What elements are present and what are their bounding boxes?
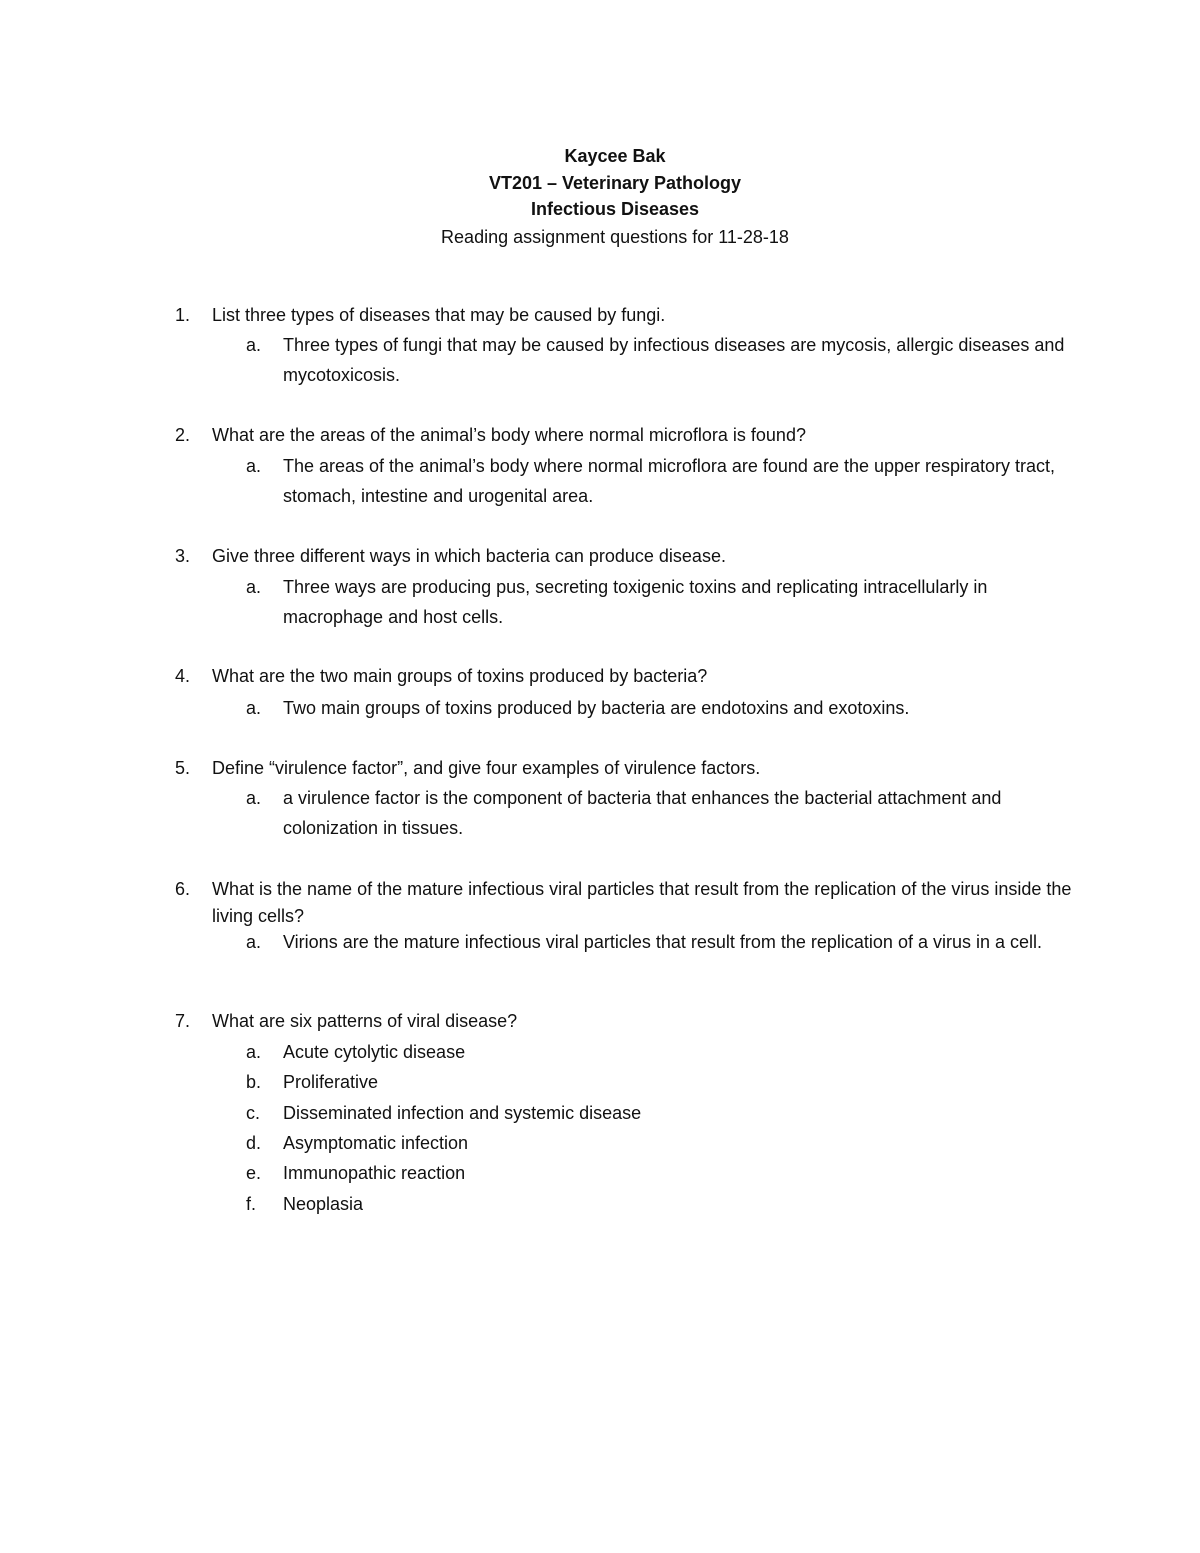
question-number: 6. bbox=[175, 879, 191, 899]
answer-text: Virions are the mature infectious viral particles that result from the replication of a virus in a cell. bbox=[283, 932, 1043, 952]
answer-text: Neoplasia bbox=[283, 1194, 364, 1214]
answer-text: The areas of the animal’s body where normal microflora are found are the upper respiratory tract, stomach, intestine and urogenital area. bbox=[283, 456, 1056, 506]
answer-text: Three ways are producing pus, secreting toxigenic toxins and replicating intracellularly in macrophage and host cells. bbox=[283, 577, 988, 627]
answer-text: a virulence factor is the component of bacteria that enhances the bacterial attachment and colonization in tissues. bbox=[283, 788, 1002, 838]
answer-letter: a. bbox=[246, 456, 262, 476]
answer-letter: c. bbox=[246, 1103, 261, 1123]
answer-letter: f. bbox=[246, 1194, 257, 1214]
answer-text: Acute cytolytic disease bbox=[283, 1042, 466, 1062]
course-title: VT201 – Veterinary Pathology bbox=[488, 172, 742, 193]
answer-letter: b. bbox=[246, 1072, 262, 1092]
answer-letter: a. bbox=[246, 788, 262, 808]
answer-letter: a. bbox=[246, 932, 262, 952]
answer-text: Proliferative bbox=[283, 1072, 379, 1092]
answer-text: Asymptomatic infection bbox=[283, 1133, 469, 1153]
author-name: Kaycee Bak bbox=[564, 146, 666, 166]
answer-letter: a. bbox=[246, 335, 262, 355]
answer-letter: a. bbox=[246, 698, 262, 718]
question-text: Define “virulence factor”, and give four examples of virulence factors. bbox=[212, 758, 761, 778]
question-text: Give three different ways in which bacteria can produce disease. bbox=[212, 546, 726, 566]
answer-letter: d. bbox=[246, 1133, 262, 1153]
answer-text: Disseminated infection and systemic disease bbox=[283, 1103, 642, 1123]
question-number: 7. bbox=[175, 1011, 191, 1031]
document-header bbox=[0, 143, 1200, 250]
question-text: What is the name of the mature infectious viral particles that result from the replication of the virus inside the living cells? bbox=[212, 879, 1072, 926]
answer-text: Three types of fungi that may be caused by infectious diseases are mycosis, allergic diseases and mycotoxicosis. bbox=[283, 335, 1065, 385]
question-text: What are the two main groups of toxins produced by bacteria? bbox=[212, 666, 708, 686]
question-number: 3. bbox=[175, 546, 191, 566]
assignment-subtitle: Reading assignment questions for 11-28-18 bbox=[441, 226, 789, 247]
question-text: What are six patterns of viral disease? bbox=[212, 1011, 518, 1031]
question-text: List three types of diseases that may be caused by fungi. bbox=[212, 305, 666, 325]
question-number: 1. bbox=[175, 305, 191, 325]
question-number: 5. bbox=[175, 758, 191, 778]
answer-letter: e. bbox=[246, 1163, 262, 1183]
question-number: 4. bbox=[175, 666, 191, 686]
answer-text: Two main groups of toxins produced by bacteria are endotoxins and exotoxins. bbox=[283, 698, 910, 718]
question-text: What are the areas of the animal’s body where normal microflora is found? bbox=[212, 425, 806, 445]
answer-text: Immunopathic reaction bbox=[283, 1163, 466, 1183]
question-number: 2. bbox=[175, 425, 191, 445]
answer-letter: a. bbox=[246, 577, 262, 597]
topic-title: Infectious Diseases bbox=[530, 199, 700, 219]
answer-letter: a. bbox=[246, 1042, 262, 1062]
